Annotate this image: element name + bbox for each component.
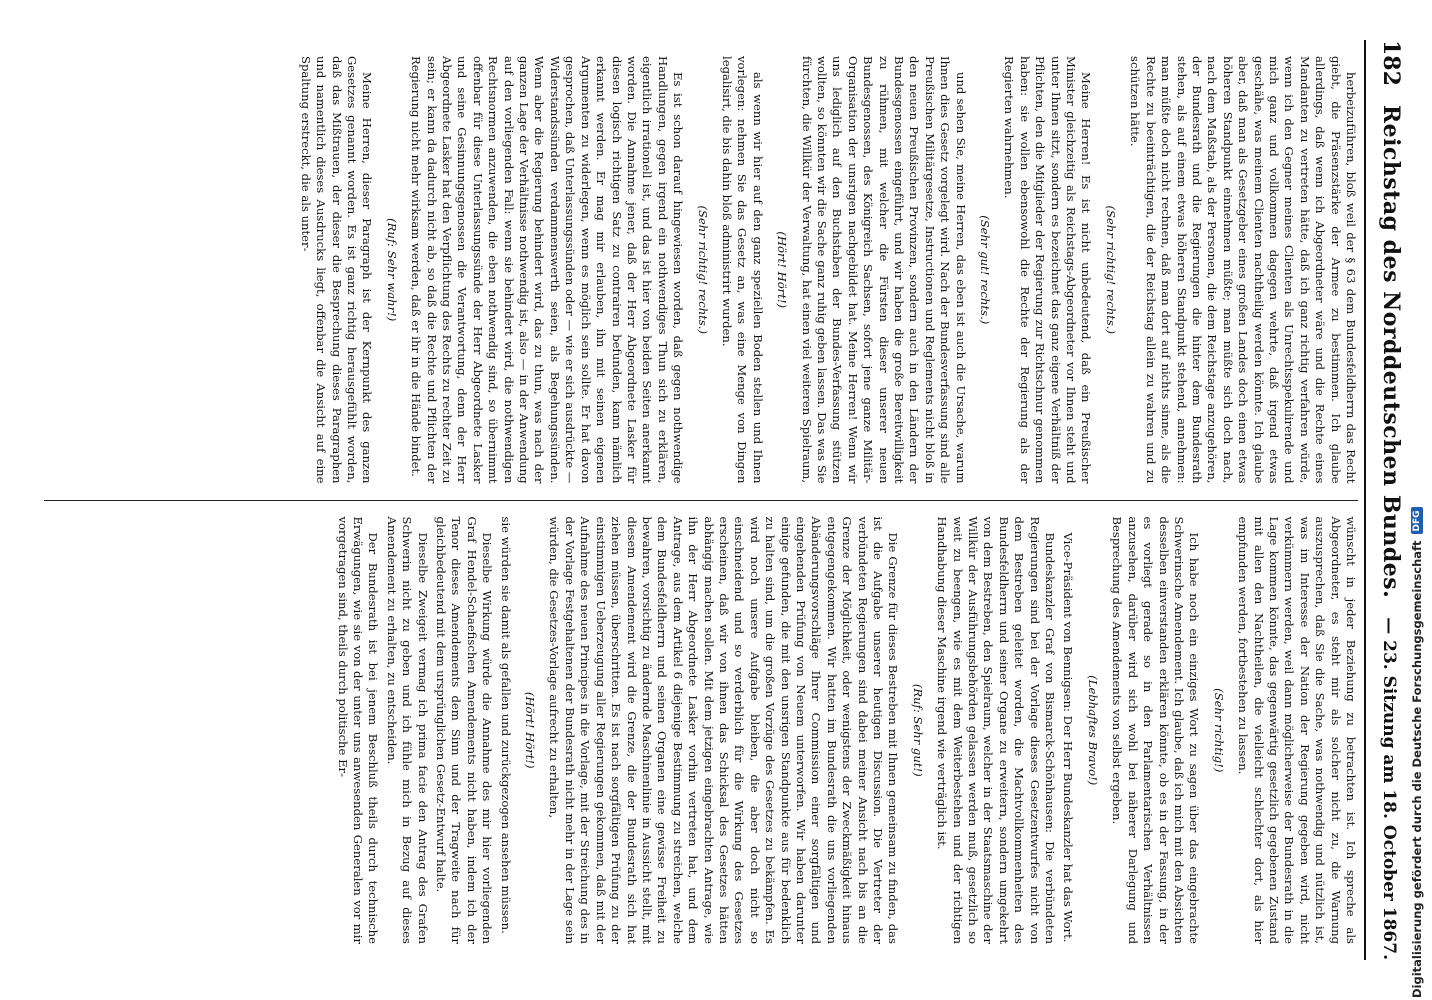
paragraph: Meine Herren! Es ist nicht unbedeutend, daß ein Preußischer Minister gleichzeitig als Reichstags-Abgeordneter vor Ihnen steht und unter Ihnen sitzt, sondern es bezeichnet das ganz eigene Verhältniß der Pflichten, den die Mitglieder der Regierung zur Richtschnur genommen haben: sie wollen ebensowohl die Rechte der Regierung als der Regierten wahrnehmen. bbox=[1002, 56, 1094, 484]
paragraph: als wenn wir hier auf den ganz speziellen Boden stellen und Ihnen vorlegen: nehmen Sie das Gesetz an, was eine Menge von Dingen legalisirt, die bis dahin bloß administrirt wurden. bbox=[719, 56, 765, 484]
interjection: (Hört! Hört!) bbox=[775, 231, 790, 309]
paragraph: Der Bundesrath ist bei jenem Beschluß theils durch technische Erwägungen, wie sie von der unter uns anwesenden Generalen vor mir vorgetragen sind, theils durch politische Er- bbox=[335, 516, 381, 944]
text-columns bbox=[44, 40, 1358, 960]
paragraph: und sehen Sie, meine Herren, das eben ist auch die Ursache, warum Ihnen dies Gesetz vorgelegt wird. Nach der Bundesverfassung sind alle Preußischen Militärgesetze, Instructionen und Reglements nicht bloß in den neuen Preußischen Provinzen, sondern auch in den Ländern der Bundesgenossen eingeführt, und wir haben die große Bereitwilligkeit zu rühmen, mit welcher die Fürsten dieser unserer neuen Bundesgenossen, des Königreich Sachsen, sofort jene ganze Militär-Organisation der unsrigen nachgebildet hat. Meine Herren! Wenn wir uns lediglich auf den Buchstaben der Bundes-Verfassung stützen wollten, so könnten wir die Sache ganz ruhig geben lassen. Das was Sie fürchten, die Willkür der Verwaltung, hat einen viel weiteren Spielraum, bbox=[799, 56, 968, 484]
page-number: 182 bbox=[1378, 40, 1404, 86]
digitization-credit bbox=[1408, 8, 1426, 998]
paragraph: Dieselbe Wirkung würde die Annahme des mir hier vorliegenden Graf Hendel-Schaefischen Amendements nicht haben, indem ich der Tenor dieses Amendements dem Sinn und der Tragweite nach für gleichbedeutend mit dem ursprünglichen Gesetz-Entwurf halte. bbox=[434, 516, 495, 944]
interjection: (Ruf: Sehr wahr!) bbox=[384, 218, 399, 322]
paragraph: Dieselbe Zweigeit vermag ich prima facie den Antrag des Grafen Schwerin nicht zu geben und ich fühle mich in Bezug auf dieses Amendement zu erhalten, zu entscheiden. bbox=[384, 516, 430, 944]
paragraph: herbeizuführen, bloß weil der § 63 dem Bundesfeldherrn das Recht giebt, die Präsenzstärke der Armee zu bestimmen. Ich glaube allerdings, daß wenn ich Abgeordneter wäre und die Rechte eines Mandanten zu vertreten hätte, daß ich ganz richtig verfahren würde, wenn ich den Gegner meines Clienten als Unrechtsspekulirende und mich ganz und vollkommen dagegen wehrte, daß irgend etwas geschähe, was meinem Clienten nachtheilig werden könnte. Ich glaube aber, daß man als Gesetzgeber eines großen Landes doch einen etwas höheren Standpunkt einnehmen müßte; man müßte sich doch nach, nach dem Maßstab, als der Personen, die dem Reichstage anzugehören, der Bundesrath und die Regierungen die hinter dem Bundesrath stehen, als auf einem etwas höheren Standpunkt stehend, annehmen: man müßte doch nicht rechnen, daß man dort auf nichts sinne, als die Rechte zu beeinträchtigen, die der Reichstag allein zu wahren und zu schützen hätte. bbox=[1128, 56, 1358, 484]
paragraph: Es ist schon darauf hingewiesen worden, daß gegen nothwendige Handlungen, gegen irgend ein nothwendiges Thun sich zu erklären, eigentlich irrationell ist, und das ist hier von beiden Seiten anerkannt worden. Die Annahme jener, daß der Herr Abgeordnete Lasker für diesen logisch richtigen Satz zu contrairen befunden, kann nämlich erkannt werden. Er mag mir erlauben, ihn mit seinen eigenen Argumenten zu widerlegen, wenn es möglich sein sollte. Er hat davon gesprochen, daß Unterlassungssünden oder — wie er sich ausdrückte — Widerstandssünden verdammenswerth seien, als Begehungssünden. Wenn aber die Regierung behindert wird, das zu thun, was nach der ganzen Lage der Verhältnisse nothwendig ist, also — in der Anwendung auf den vorliegenden Fall: wenn sie behindert wird, die nothwendigen Rechtsnormen anzuwenden, die eben nothwendig sind, so übernimmt offenbar für diese Unterlassungssünde der Herr Abgeordnete Lasker und seine Gesinnungsgenossen die Verantwortung, denn der Herr Abgeordnete Lasker hat den Verpflichtung des Rechts zu rechter Zeit zu sein; er kann da dadurch nicht ab, so daß die Rechte und Pflichten der Regierung nicht mehr wirksam werden, daß er ihr in die Hände bindet. bbox=[409, 56, 686, 484]
running-head: Reichstag des Norddeutschen Bundes. bbox=[1378, 104, 1404, 599]
interjection: (Lebhaftes Bravo!) bbox=[1085, 675, 1100, 786]
document-page bbox=[26, 0, 1416, 1000]
credit-text: Digitalisierung gefördert durch die Deutsche Forschungsgemeinschaft bbox=[1410, 540, 1424, 998]
interjection: (Hört! Hört!) bbox=[523, 691, 538, 769]
paragraph: Ich habe noch ein einziges Wort zu sagen über das eingebrachte Schwerinsche Amendement. Ich glaube, daß ich mich mit den Absichten desselben einverstanden erklären könnte, ob es in der Fassung, in der es vorliegt gerade so in den Parlamentarischen Verhältnissen anzusehen, darüber wird sich wohl bei näherer Darlegung und Besprechung des Amendements von selbst ergeben. bbox=[1110, 516, 1202, 944]
interjection: (Sehr richtig! rechts.) bbox=[695, 205, 710, 335]
right-text-column bbox=[44, 500, 1358, 961]
page-header bbox=[1364, 40, 1404, 960]
left-text-column bbox=[44, 40, 1358, 500]
paragraph: sie würden sie damit als gefallen und zurückgezogen ansehen müssen. bbox=[498, 516, 513, 934]
interjection: (Sehr richtig! rechts.) bbox=[1103, 205, 1118, 335]
interjection: (Sehr richtig!) bbox=[1211, 688, 1226, 773]
paragraph: Vice-Präsident von Bennigsen: Der Herr Bundeskanzler hat das Wort. bbox=[1061, 532, 1076, 943]
interjection: (Sehr gut! rechts.) bbox=[978, 215, 993, 325]
dfg-logo: DFG bbox=[1411, 507, 1423, 534]
interjection: (Ruf: Sehr gut!) bbox=[910, 683, 925, 777]
paragraph: wünscht in jeder Beziehung zu betrachten ist. Ich spreche als Abgeordneter, es steht mir als solcher nicht zu, die Warnung auszusprechen, daß Sie die Sache, was nothwendig und nützlich ist, was im Interesse der Nation der Regierung gegeben wird, nicht verkümmern werden, weil dann möglicherweise der Bundesrath in die Lage kommen könnte, das gegenwärtig gesetzlich gegebenen Zustand mit allen den Nachtheilen, die vielleicht schlechter dort, als hier empfunden werden, fortbestehen zu lassen. bbox=[1236, 516, 1358, 944]
paragraph: Meine Herren, dieser Paragraph ist der Kernpunkt des ganzen Gesetzes genannt worden. Es ist ganz richtig herausgefühlt worden, daß das Mißtrauen, der dieser die Besprechung dieses Paragraphen und namentlich dieses Ausdrucks liegt, offenbar die Ansicht auf eine Spaltung erstreckt, die als unter- bbox=[298, 56, 375, 484]
paragraph: Bundeskanzler Graf von Bismarck-Schönhausen: Die verbündeten Regierungen sind bei der Vorlage dieses Gesetzentwurfes nicht von dem Bestreben geleitet worden, die Machtvollkommenheiten des Bundesfeldherrn und seiner Organe zu erweitern, sondern umgekehrt von dem Bestreben, den Spielraum, welcher in der Staatsmaschine der Willkür der Ausführungsbehörden gelassen werden muß, gesetzlich so weit zu beengen, wie es mit dem Weiterbestehen und der richtigen Handhabung dieser Maschine irgend wie verträglich ist. bbox=[935, 516, 1058, 944]
digitization-credit-strip bbox=[1400, 0, 1432, 1000]
session-line: — 23. Sitzung am 18. October 1867. bbox=[1379, 617, 1399, 960]
paragraph: Die Grenze für dieses Bestreben mit Ihnen gemeinsam zu finden, das ist die Aufgabe unserer heutigen Discussion. Die Vertreter der verbündeten Regierungen sind dabei meiner Ansicht nach bis an die Grenze der Möglichkeit, oder wenigstens der Zweckmäßigkeit hinaus entgegengekommen. Wir hatten im Bundesrath die uns vorliegenden Abänderungsvorschläge Ihrer Commission einer sorgfältigen und eingehenden Prüfung von Neuem unterworfen. Wir haben darunter einige gefunden, die mit den unsrigen Standpunkte aus für bedenklich zu halten sind, um die großen Vorzüge des Gesetzes zu bekämpfen. Es wird noch unsere Aufgabe bleiben, die aber doch nicht so einschneidend und so verderblich für die Wirkung des Gesetzes erscheinen, daß wir von ihnen das Schicksal des Gesetzes hätten abhängig machen sollen. Mit dem jetzigen eingebrachten Antrage, wie ihn der Herr Abgeordnete Lasker vorhin vertreten hat, und dem Antrage, aus dem Artikel 6 diejenige Bestimmung zu streichen, welche dem Bundesfeldherrn und seinen Organen eine gewisse Freiheit zu bewahren, vorsichtig zu ändernde Maschinenlinie in Aussicht stellt, mit diesem Amendement wird die Grenze, die der Bundesrath sich hat ziehen müssen, überschritten. Es ist nach sorgfältigen Prüfung zu der einstimmigen Ueberzeugung aller Regierungen gekommen, daß mit der Aufnahme des neuen Principes in die Vorlage, mit der Streichung des in der Vorlage Festgehaltenen der Bundesrath nicht mehr in der Lage sein würden, die Gesetzes-Vorlage aufrecht zu erhalten, bbox=[547, 516, 901, 944]
